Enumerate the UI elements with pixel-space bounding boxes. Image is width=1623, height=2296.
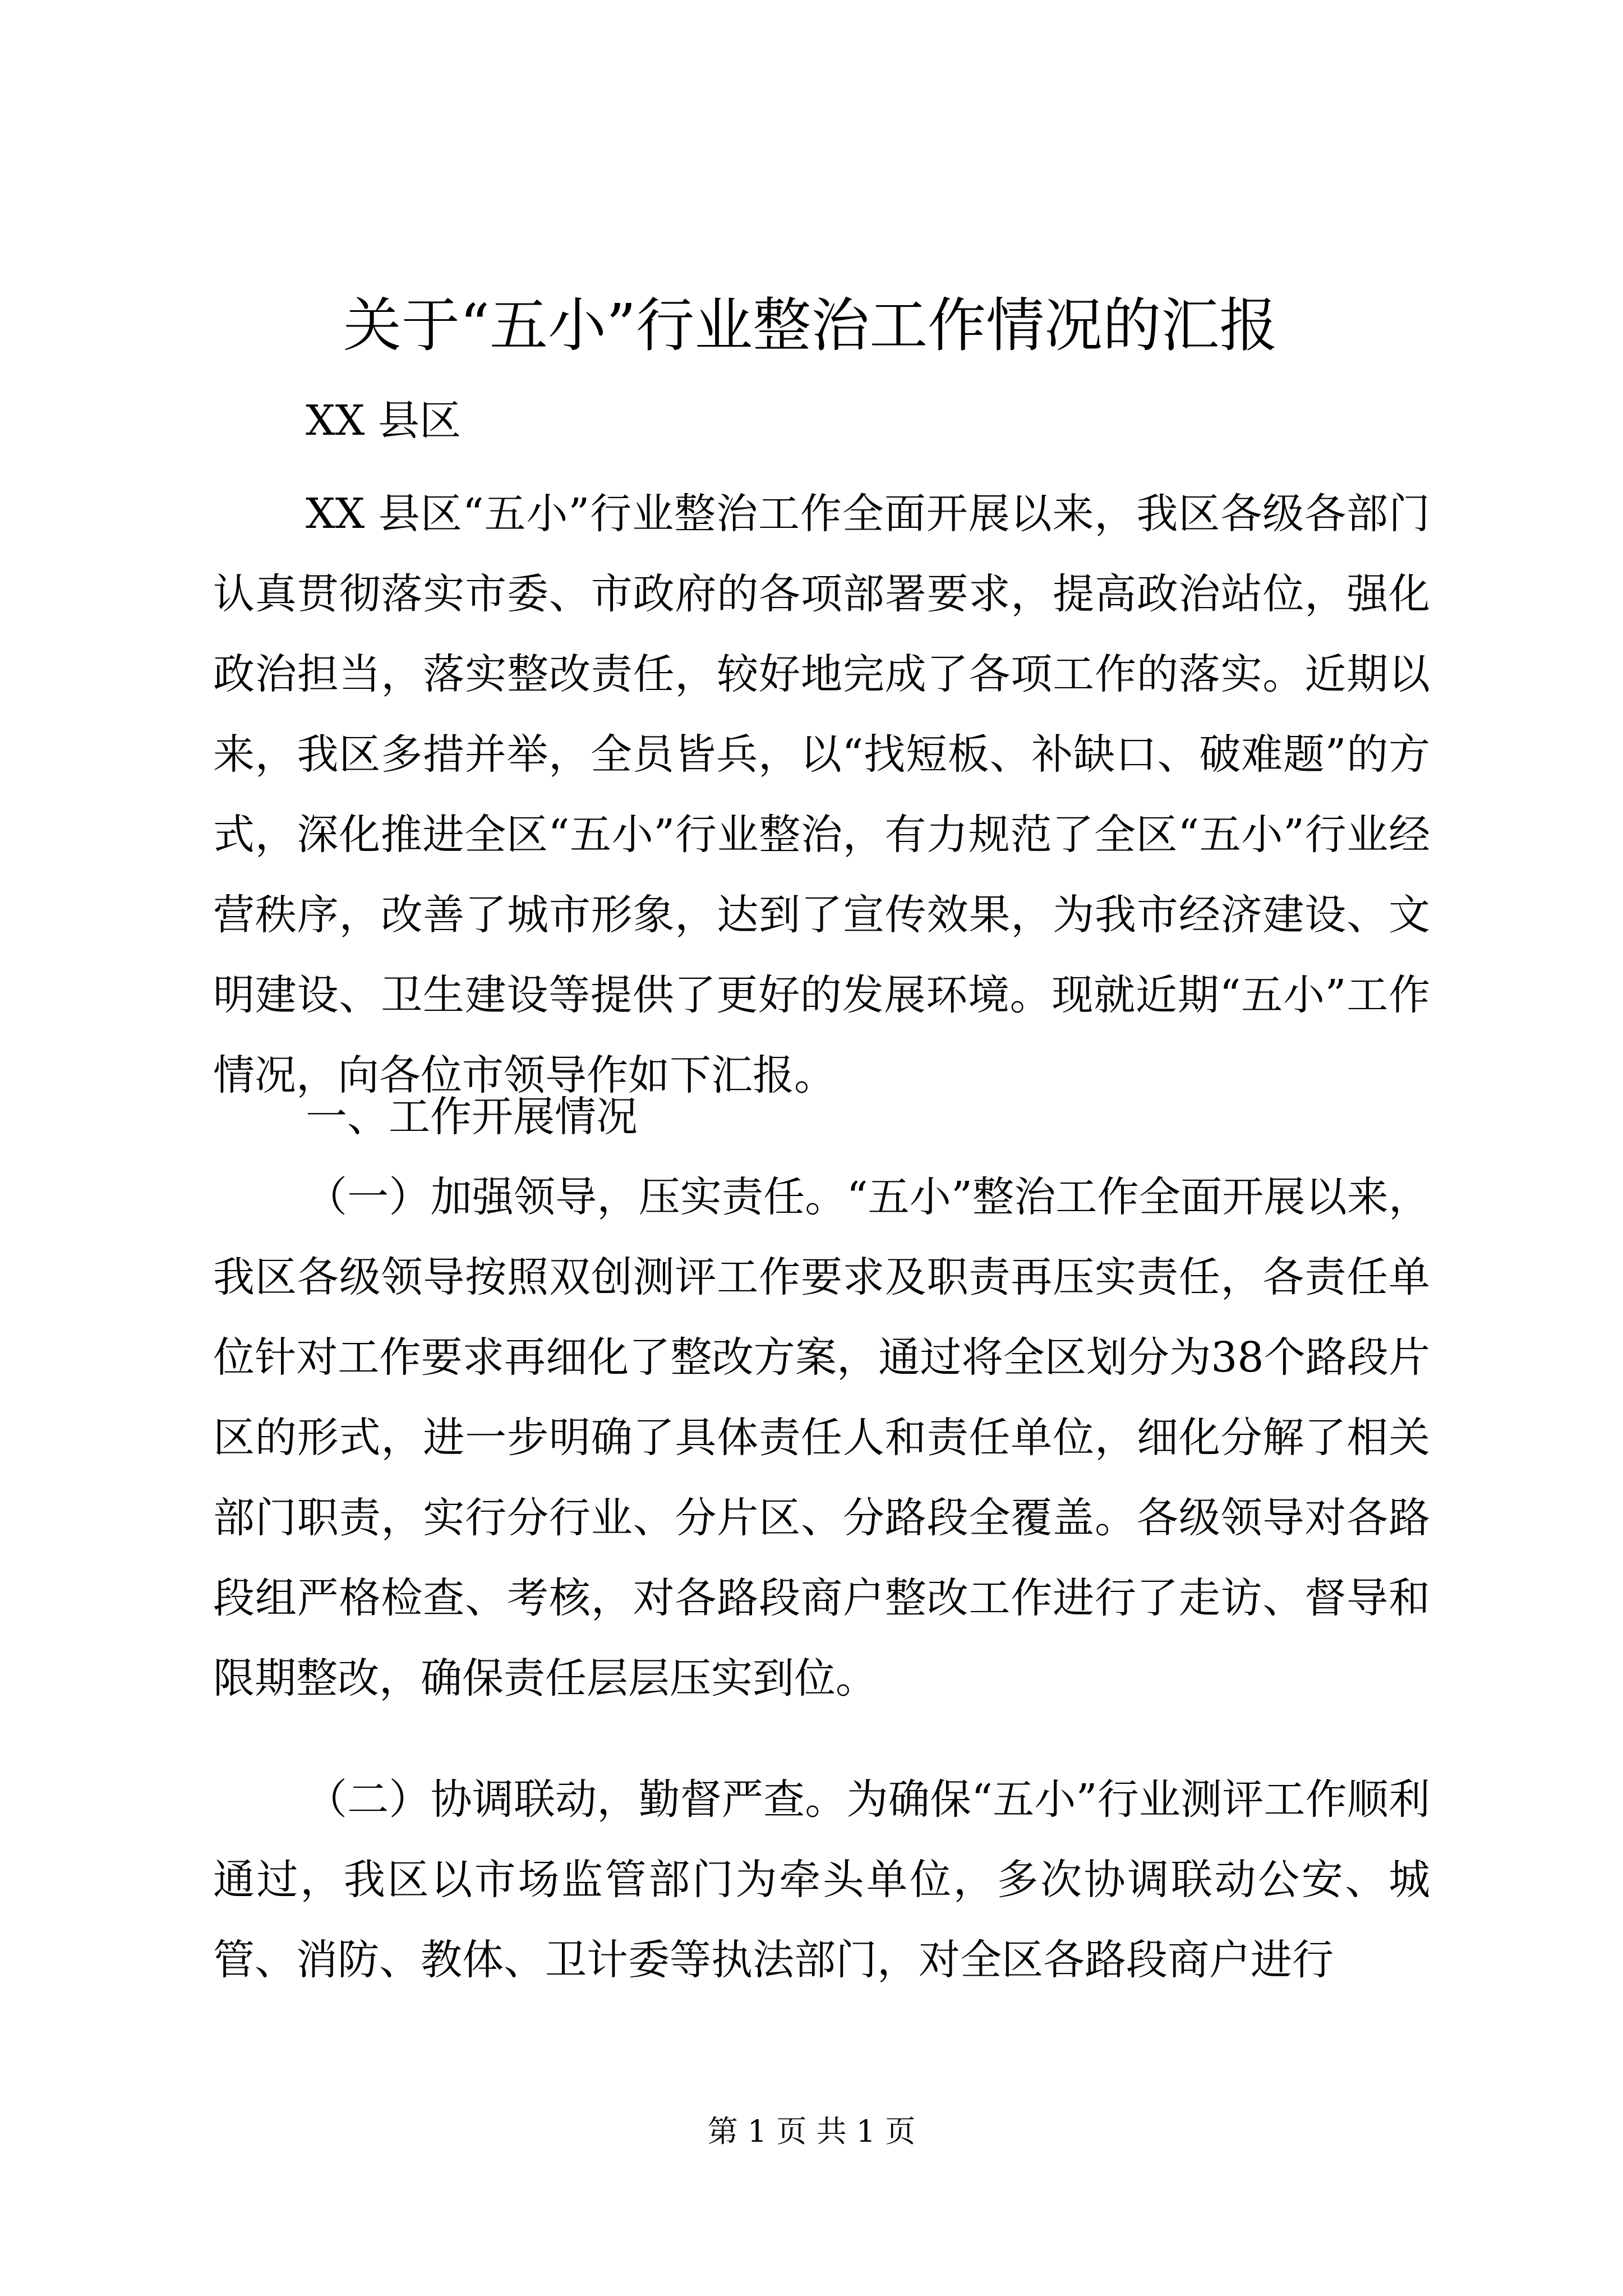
body-paragraph: （一）加强领导，压实责任。“五小”整治工作全面开展以来，我区各级领导按照双创测评工作要求及职责再压实责任，各责任单位针对工作要求再细化了整改方案，通过将全区划分为38个路段片区的形式，进一步明确了具体责任人和责任单位，细化分解了相关部门职责，实行分行业、分片区、分路段全覆盖。各级领导对各路段组严格检查、考核，对各路段商户整改工作进行了走访、督导和限期整改，确保责任层层压实到位。 — [213, 1173, 1430, 1703]
section-heading: 一、工作开展情况 — [306, 1093, 638, 1141]
document-title: 关于“五小”行业整治工作情况的汇报 — [343, 291, 1278, 360]
body-paragraph: （二）协调联动，勤督严查。为确保“五小”行业测评工作顺利通过，我区以市场监管部门为牵头单位，多次协调联动公安、城管、消防、教体、卫计委等执法部门，对全区各路段商户进行 — [213, 1775, 1430, 1984]
document-author: XX 县区 — [306, 397, 461, 445]
page-footer: 第 1 页 共 1 页 — [707, 2114, 916, 2149]
body-paragraph: XX 县区“五小”行业整治工作全面开展以来，我区各级各部门认真贯彻落实市委、市政府的各项部署要求，提高政治站位，强化政治担当，落实整改责任，较好地完成了各项工作的落实。近期以来，我区多措并举，全员皆兵，以“找短板、补缺口、破难题”的方式，深化推进全区“五小”行业整治，有力规范了全区“五小”行业经营秩序，改善了城市形象，达到了宣传效果，为我市经济建设、文明建设、卫生建设等提供了更好的发展环境。现就近期“五小”工作情况，向各位市领导作如下汇报。 — [213, 490, 1430, 1099]
